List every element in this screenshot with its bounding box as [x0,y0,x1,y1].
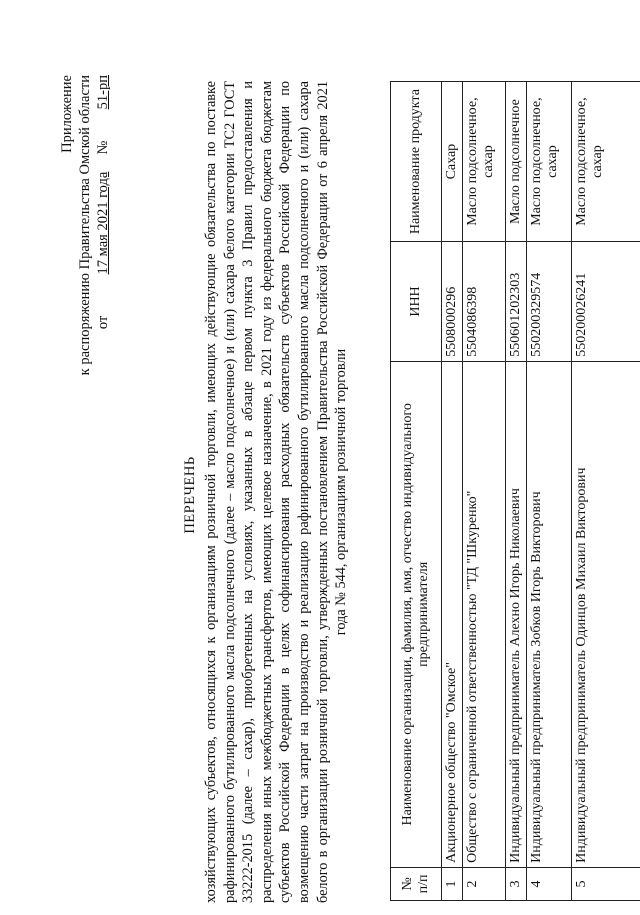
header-product: Наименование продукта [391,82,442,242]
document-intro: хозяйствующих субъектов, относящихся к организациям розничной торговли, имеющих действующие обязательства по поставке рафинированного бутилированного масла подсолнечного (далее – масло подсолнечное) и (или) сахара белого категории ТС2 ГОСТ 33222-2015 (далее – сахар), приобретенных на условиях, указанных в абзаце первом пункта 3 Правил предоставления и распределения иных межбюджетных трансфертов, имеющих целевое назначение, в 2021 году из федерального бюджета бюджетам субъектов Российской Федерации в целях софинансирования расходных обязательств субъектов Российской Федерации по возмещению части затрат на производство и реализацию рафинированного бутилированного масла подсолнечного и (или) сахара белого в организации розничной торговли, утвержденных постановлением Правительства Российской Федерации от 6 апреля 2021 года № 544, организациям розничной торговли [202,81,351,903]
appendix-block [58,75,112,485]
row-inn: 550200026241 [572,242,640,362]
row-num: 5 [572,867,640,900]
row-product: Сахар [442,82,463,242]
appendix-date-line [94,75,112,485]
appendix-label: Приложение [58,75,76,485]
entities-table [390,81,640,901]
row-product: Масло подсолнечное, сахар [463,82,506,242]
header-inn: ИНН [391,242,442,362]
row-inn: 5504086398 [463,242,506,362]
row-inn: 550200329574 [527,242,572,362]
row-product: Масло подсолнечное, сахар [572,82,640,242]
appendix-from: от [95,316,111,329]
row-product: Масло подсолнечное, сахар [527,82,572,242]
row-num: 1 [442,867,463,900]
appendix-number: 51-рп [95,75,111,109]
appendix-order-line: к распоряжению Правительства Омской области [76,75,94,485]
row-num: 3 [506,867,527,900]
table-row [506,82,527,901]
row-name: Индивидуальный предприниматель Одинцов Михаил Викторович [572,361,640,867]
row-name: Индивидуальный предприниматель Алехно Игорь Николаевич [506,361,527,867]
row-product: Масло подсолнечное [506,82,527,242]
rotated-content [20,75,620,915]
appendix-date: 17 мая 2021 года [95,172,111,275]
row-name: Общество с ограниченной ответственностью "ТД "Шкуренко" [463,361,506,867]
header-num: № п/п [391,867,442,900]
table-row [527,82,572,901]
row-name: Акционерное общество "Омское" [442,361,463,867]
row-inn: 550601202303 [506,242,527,362]
table-row [463,82,506,901]
header-name: Наименование организации, фамилия, имя, отчество индивидуального предпринимателя [391,361,442,867]
table-header-row [391,82,442,901]
table-row [572,82,640,901]
row-num: 2 [463,867,506,900]
table-row [442,82,463,901]
appendix-number-sign: № [95,141,111,155]
row-inn: 5508000296 [442,242,463,362]
document-title: ПЕРЕЧЕНЬ [182,75,199,915]
row-num: 4 [527,867,572,900]
row-name: Индивидуальный предприниматель Зобков Игорь Викторович [527,361,572,867]
